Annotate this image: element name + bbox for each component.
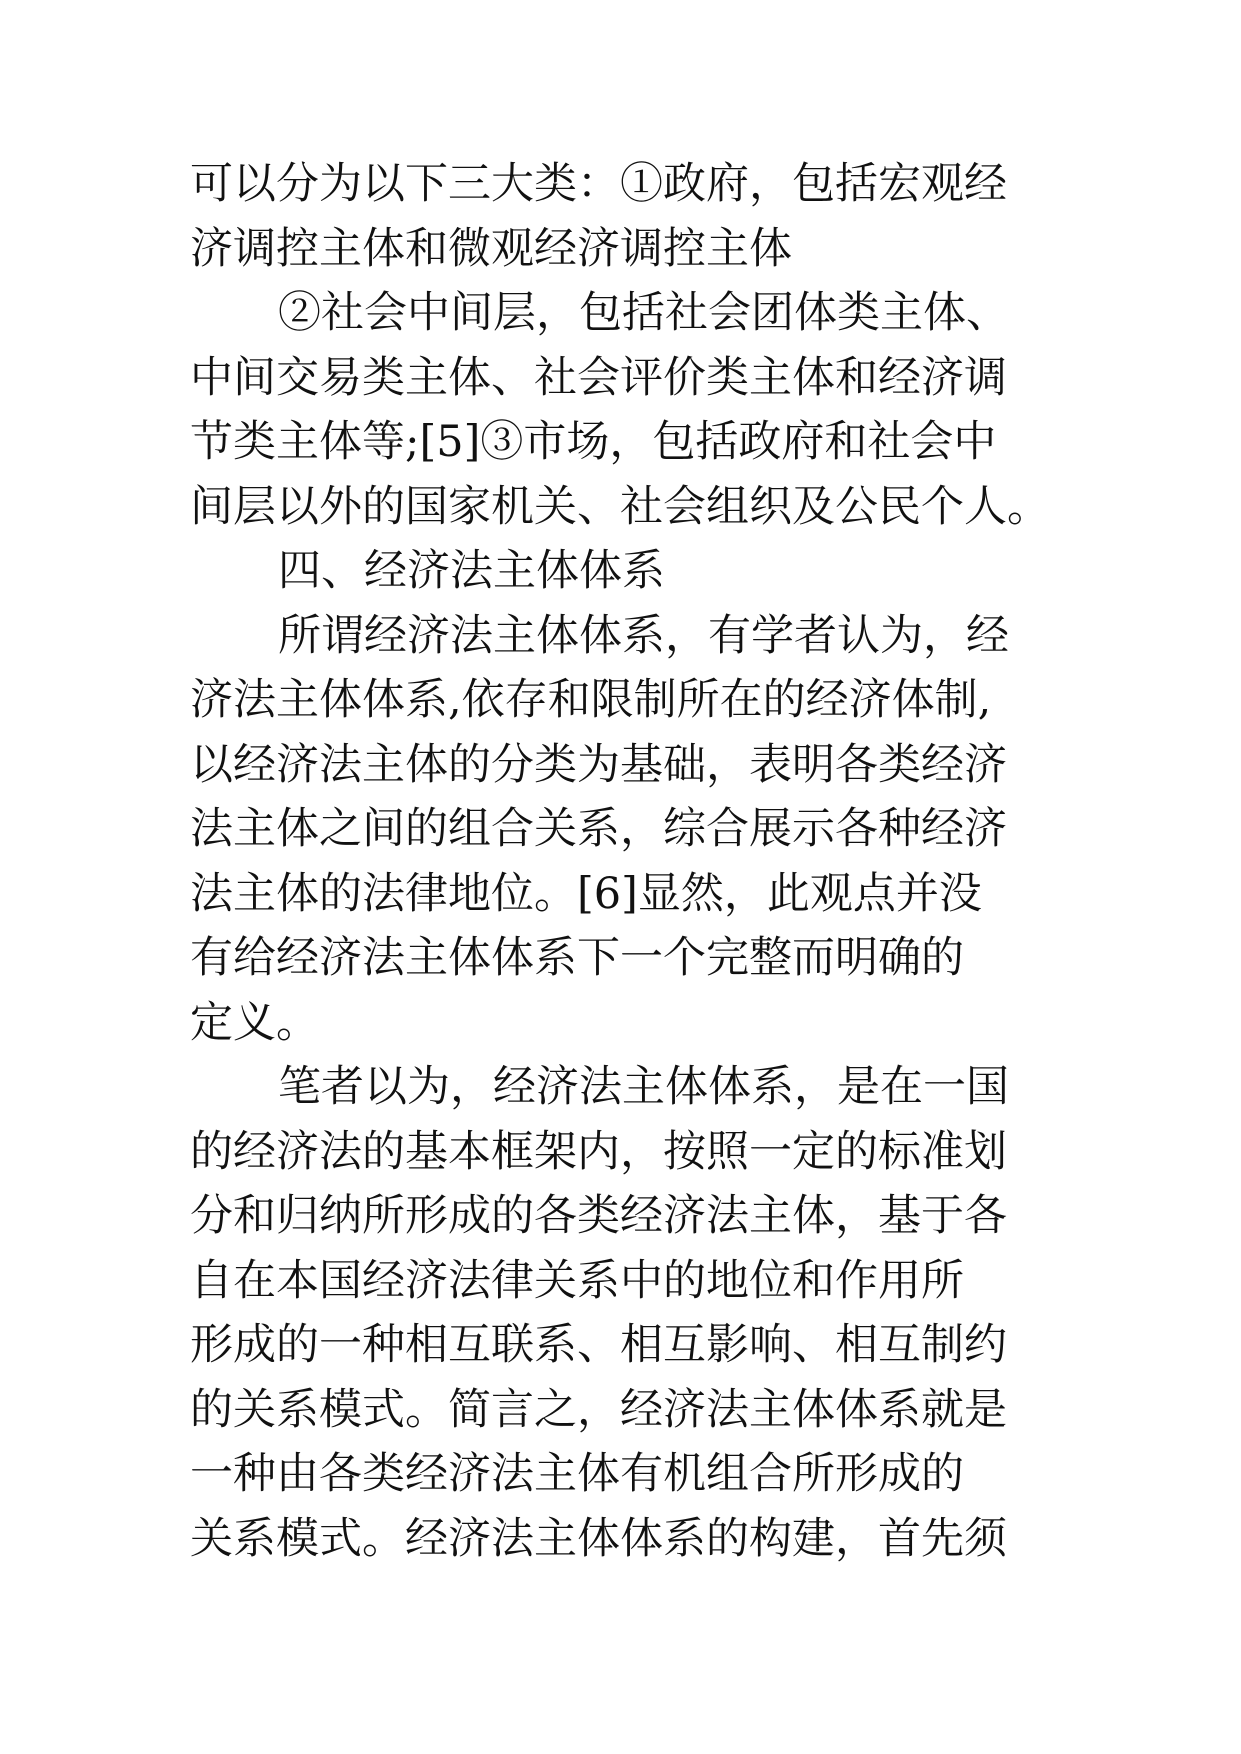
body-text xyxy=(190,152,1070,1571)
text-line: 有给经济法主体体系下一个完整而明确的 xyxy=(190,933,964,983)
paragraph-first-line: 笔者以为，经济法主体体系，是在一国 xyxy=(278,1062,1009,1112)
text-line: 自在本国经济法律关系中的地位和作用所 xyxy=(190,1255,964,1306)
text-line: 济法主体体系,依存和限制所在的经济体制, xyxy=(190,675,992,725)
text-line: 法主体之间的组合关系，综合展示各种经济 xyxy=(190,804,1007,854)
section-heading: 四、经济法主体体系 xyxy=(278,546,665,596)
paragraph-first-line: ②社会中间层，包括社会团体类主体、 xyxy=(278,288,1009,338)
text-line: 定义。 xyxy=(190,997,319,1048)
text-line: 节类主体等;[5]③市场，包括政府和社会中 xyxy=(190,417,997,467)
text-line: 的经济法的基本框架内，按照一定的标准划 xyxy=(190,1126,1007,1177)
text-line: 间层以外的国家机关、社会组织及公民个人。 xyxy=(190,481,1050,532)
text-line: 以经济法主体的分类为基础，表明各类经济 xyxy=(190,739,1007,790)
text-line: 一种由各类经济法主体有机组合所形成的 xyxy=(190,1449,964,1499)
text-line: 关系模式。经济法主体体系的构建，首先须 xyxy=(190,1513,1007,1564)
text-line: 可以分为以下三大类：①政府，包括宏观经 xyxy=(190,159,1007,209)
text-line: 形成的一种相互联系、相互影响、相互制约 xyxy=(190,1320,1007,1370)
text-line: 济调控主体和微观经济调控主体 xyxy=(190,223,792,274)
text-line: 中间交易类主体、社会评价类主体和经济调 xyxy=(190,352,1007,403)
text-line: 的关系模式。简言之，经济法主体体系就是 xyxy=(190,1384,1007,1435)
paragraph-first-line: 所谓经济法主体体系，有学者认为，经 xyxy=(278,610,1009,661)
text-line: 法主体的法律地位。[6]显然，此观点并没 xyxy=(190,868,982,919)
text-line: 分和归纳所形成的各类经济法主体，基于各 xyxy=(190,1191,1007,1241)
